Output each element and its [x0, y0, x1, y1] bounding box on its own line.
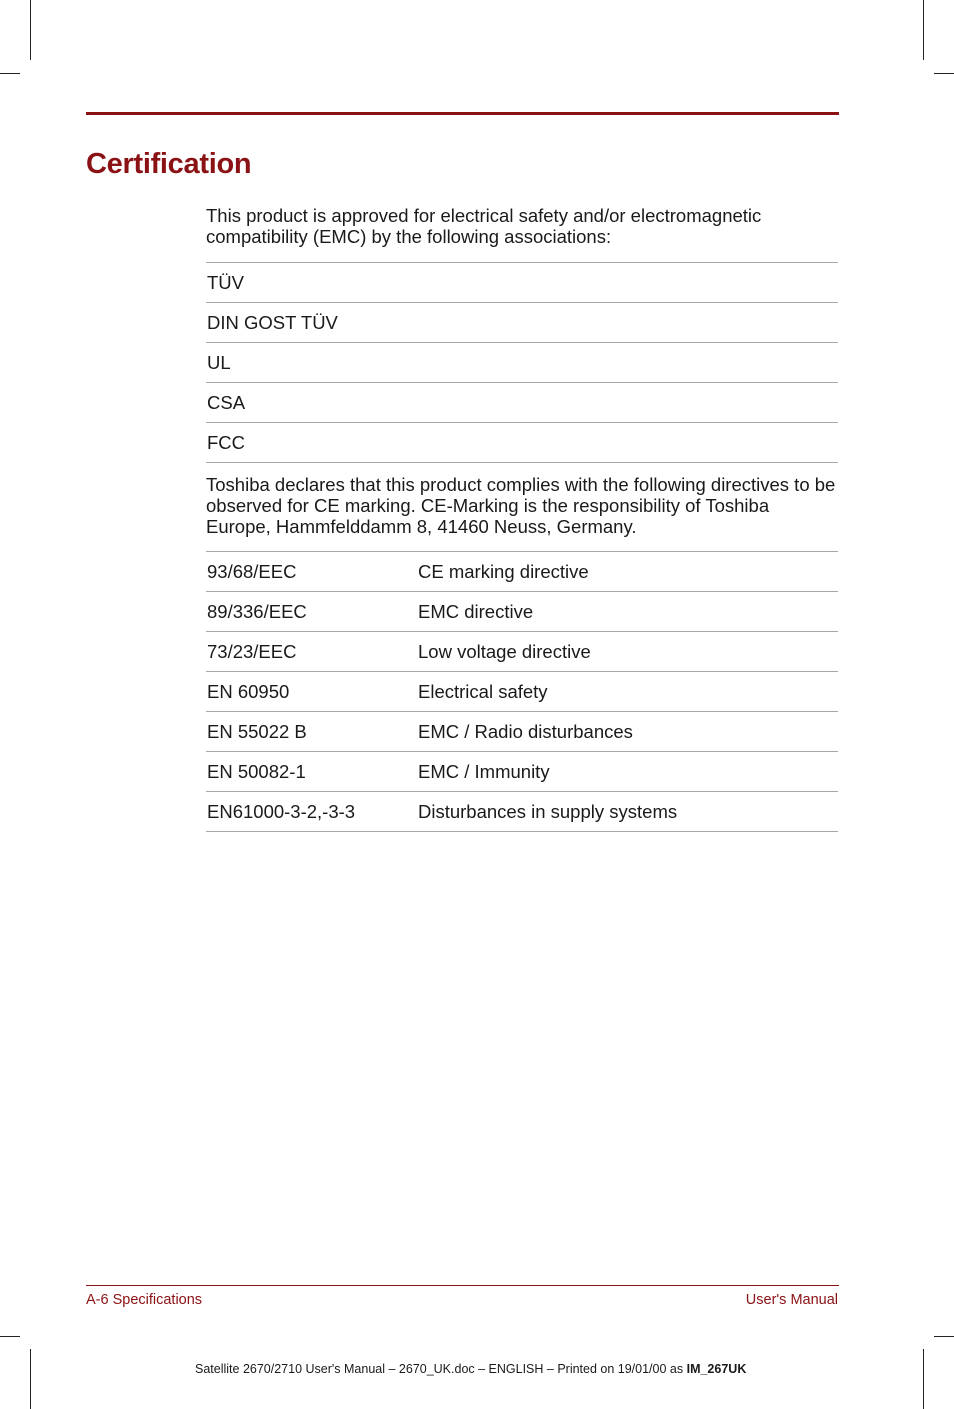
footer-rule	[86, 1285, 839, 1286]
associations-table	[206, 262, 838, 463]
table-row	[206, 752, 838, 792]
directive-description: Electrical safety	[417, 672, 838, 712]
directive-description: EMC / Immunity	[417, 752, 838, 792]
crop-mark	[923, 0, 924, 60]
page-title: Certification	[86, 148, 252, 180]
directive-description: EMC directive	[417, 592, 838, 632]
directive-code: EN 50082-1	[206, 752, 417, 792]
table-row	[206, 263, 838, 303]
association-name: TÜV	[206, 263, 838, 303]
table-row	[206, 592, 838, 632]
directive-code: 89/336/EEC	[206, 592, 417, 632]
directive-description: Disturbances in supply systems	[417, 792, 838, 832]
declaration-paragraph: Toshiba declares that this product complies with the following directives to be observed for CE marking. CE-Marking is the responsibility of Toshiba Europe, Hammfelddamm 8, 41460 Neuss, Germany.	[206, 474, 836, 537]
directive-description: CE marking directive	[417, 552, 838, 592]
print-text: Satellite 2670/2710 User's Manual – 2670_UK.doc – ENGLISH – Printed on 19/01/00 as	[195, 1362, 687, 1376]
intro-paragraph: This product is approved for electrical safety and/or electromagnetic compatibility (EMC) by the following associations:	[206, 205, 762, 247]
association-name: DIN GOST TÜV	[206, 303, 838, 343]
crop-mark	[934, 73, 954, 74]
directive-description: EMC / Radio disturbances	[417, 712, 838, 752]
directive-description: Low voltage directive	[417, 632, 838, 672]
crop-mark	[934, 1336, 954, 1337]
footer-manual-label: User's Manual	[745, 1292, 838, 1308]
crop-mark	[0, 73, 20, 74]
crop-mark	[30, 1349, 31, 1409]
table-row	[206, 792, 838, 832]
association-name: UL	[206, 343, 838, 383]
association-name: CSA	[206, 383, 838, 423]
print-info	[195, 1362, 746, 1376]
table-row	[206, 303, 838, 343]
header-rule	[86, 112, 839, 115]
table-row	[206, 632, 838, 672]
table-row	[206, 343, 838, 383]
print-id: IM_267UK	[686, 1362, 747, 1376]
directive-code: EN 55022 B	[206, 712, 417, 752]
association-name: FCC	[206, 423, 838, 463]
directive-code: 93/68/EEC	[206, 552, 417, 592]
footer-section-label: A-6 Specifications	[86, 1292, 203, 1308]
table-row	[206, 423, 838, 463]
table-row	[206, 672, 838, 712]
table-row	[206, 552, 838, 592]
directive-code: EN 60950	[206, 672, 417, 712]
crop-mark	[923, 1349, 924, 1409]
table-row	[206, 383, 838, 423]
directives-table	[206, 551, 838, 832]
directive-code: EN61000-3-2,-3-3	[206, 792, 417, 832]
crop-mark	[0, 1336, 20, 1337]
directive-code: 73/23/EEC	[206, 632, 417, 672]
table-row	[206, 712, 838, 752]
crop-mark	[30, 0, 31, 60]
